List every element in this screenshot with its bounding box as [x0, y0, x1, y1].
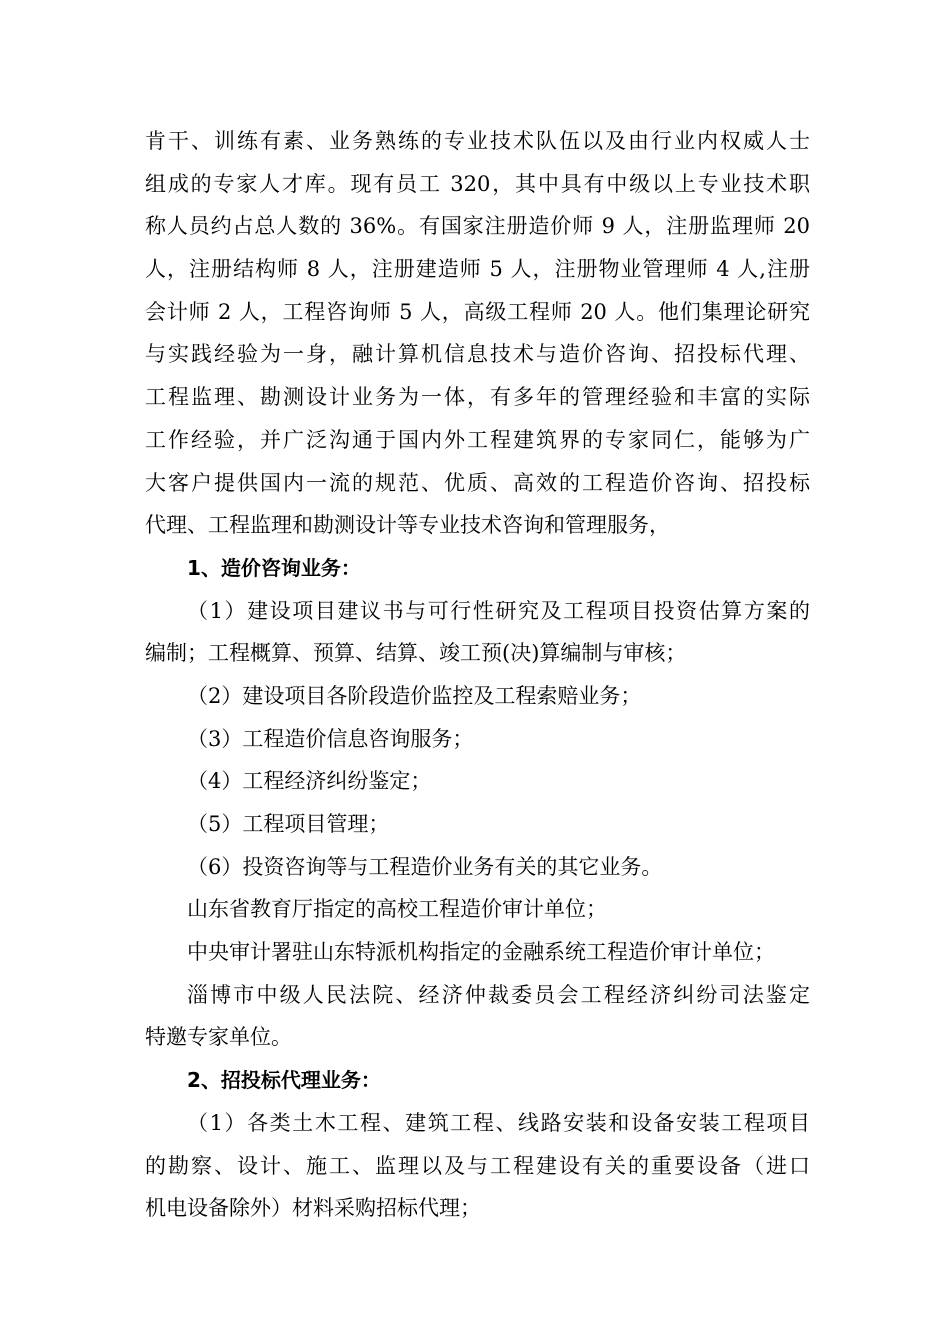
intro-paragraph: [145, 120, 810, 547]
qualification-continuation: 特邀专家单位。: [145, 1025, 292, 1050]
text-line: 肯干、训练有素、业务熟练的专业技术队伍以及由行业内权威人士: [145, 129, 810, 153]
text-line: 代理、工程监理和勘测设计等专业技术咨询和管理服务，: [145, 513, 670, 538]
qualification-line: 淄博市中级人民法院、经济仲裁委员会工程经济纠纷司法鉴定: [187, 982, 810, 1007]
text-line: 组成的专家人才库。现有员工 320，其中具有中级以上专业技术职: [145, 171, 810, 196]
section-heading: 2、招投标代理业务：: [187, 1068, 381, 1093]
qualification-line: 中央审计署驻山东特派机构指定的金融系统工程造价审计单位；: [187, 940, 775, 965]
qualification-line: 山东省教育厅指定的高校工程造价审计单位；: [187, 897, 607, 922]
list-item-continuation: 编制；工程概算、预算、结算、竣工预(决)算编制与审核；: [145, 641, 687, 666]
document-page: [145, 120, 810, 1230]
section-bidding-agency: [145, 1059, 810, 1230]
list-item: （1）各类土木工程、建筑工程、线路安装和设备安装工程项目: [187, 1110, 810, 1135]
text-line: 人，注册结构师 8 人，注册建造师 5 人，注册物业管理师 4 人,注册: [145, 257, 810, 282]
text-line: 工作经验，并广泛沟通于国内外工程建筑界的专家同仁，能够为广: [145, 427, 810, 452]
list-item-continuation: 的勘察、设计、施工、监理以及与工程建设有关的重要设备（进口: [145, 1153, 810, 1178]
text-line: 会计师 2 人，工程咨询师 5 人，高级工程师 20 人。他们集理论研究: [145, 299, 810, 324]
section-cost-consulting: [145, 547, 810, 1059]
text-line: 称人员约占总人数的 36%。有国家注册造价师 9 人，注册监理师 20: [145, 214, 810, 239]
list-item: （4）工程经济纠纷鉴定；: [187, 769, 432, 794]
list-item: （3）工程造价信息咨询服务；: [187, 726, 474, 751]
list-item: （1）建设项目建议书与可行性研究及工程项目投资估算方案的: [187, 598, 810, 623]
section-heading: 1、造价咨询业务：: [187, 555, 361, 580]
list-item: （5）工程项目管理；: [187, 812, 390, 836]
text-line: 与实践经验为一身，融计算机信息技术与造价咨询、招投标代理、: [145, 342, 810, 367]
list-item: （6）投资咨询等与工程造价业务有关的其它业务。: [187, 854, 663, 879]
list-item-continuation: 机电设备除外）材料采购招标代理；: [145, 1196, 481, 1221]
text-line: 工程监理、勘测设计业务为一体，有多年的管理经验和丰富的实际: [145, 385, 810, 410]
list-item: （2）建设项目各阶段造价监控及工程索赔业务；: [187, 683, 642, 708]
text-line: 大客户提供国内一流的规范、优质、高效的工程造价咨询、招投标: [145, 470, 810, 495]
